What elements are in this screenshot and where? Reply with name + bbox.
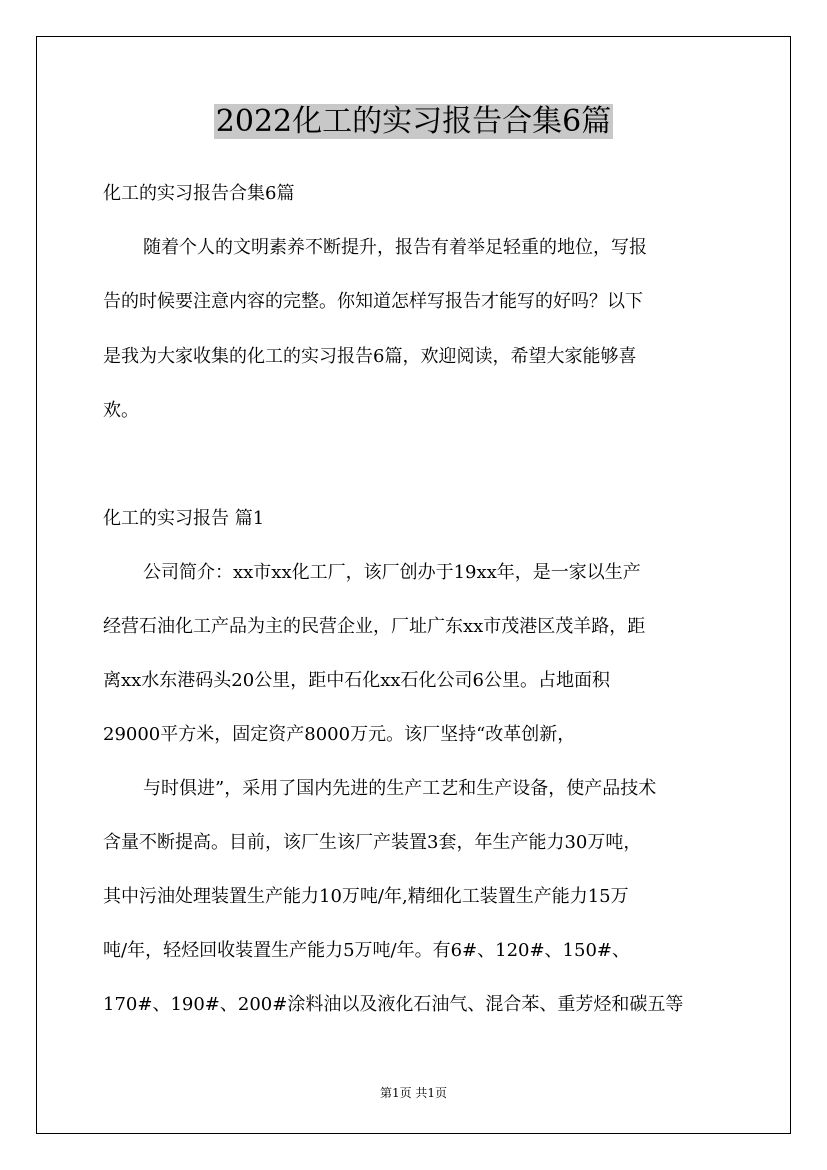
section-heading: 化工的实习报告 篇1 <box>103 508 265 529</box>
document-title: 2022化工的实习报告合集6篇 <box>215 104 612 139</box>
para1-line-4: 29000平方米，固定资产8000万元。该厂坚持“改革创新， <box>103 724 576 745</box>
para1-line-3: 离xx水东港码头20公里，距中石化xx石化公司6公里。占地面积 <box>103 670 610 691</box>
page-footer: 第1页 共1页 <box>379 1086 448 1100</box>
para2-line-1: 与时俱进”，采用了国内先进的生产工艺和生产设备，使产品技术 <box>143 778 657 799</box>
intro-line-1: 随着个人的文明素养不断提升，报告有着举足轻重的地位，写报 <box>143 237 647 258</box>
para2-line-4: 吨/年，轻烃回收装置生产能力5万吨/年。有6#、120#、150#、 <box>103 940 630 961</box>
para2-line-5: 170#、190#、200#涂料油以及液化石油气、混合苯、重芳烃和碳五等 <box>103 994 684 1015</box>
para2-line-2: 含量不断提高。目前，该厂生该厂产装置3套，年生产能力30万吨， <box>103 832 642 853</box>
intro-line-3: 是我为大家收集的化工的实习报告6篇，欢迎阅读，希望大家能够喜 <box>103 346 637 367</box>
intro-line-2: 告的时候要注意内容的完整。你知道怎样写报告才能写的好吗？以下 <box>103 291 643 312</box>
para1-line-1: 公司简介：xx市xx化工厂，该厂创办于19xx年，是一家以生产 <box>143 562 641 583</box>
para2-line-3: 其中污油处理装置生产能力10万吨/年,精细化工装置生产能力15万 <box>103 886 629 907</box>
subtitle: 化工的实习报告合集6篇 <box>103 183 295 204</box>
intro-line-4: 欢。 <box>103 400 139 421</box>
para1-line-2: 经营石油化工产品为主的民营企业，厂址广东xx市茂港区茂羊路，距 <box>103 616 646 637</box>
